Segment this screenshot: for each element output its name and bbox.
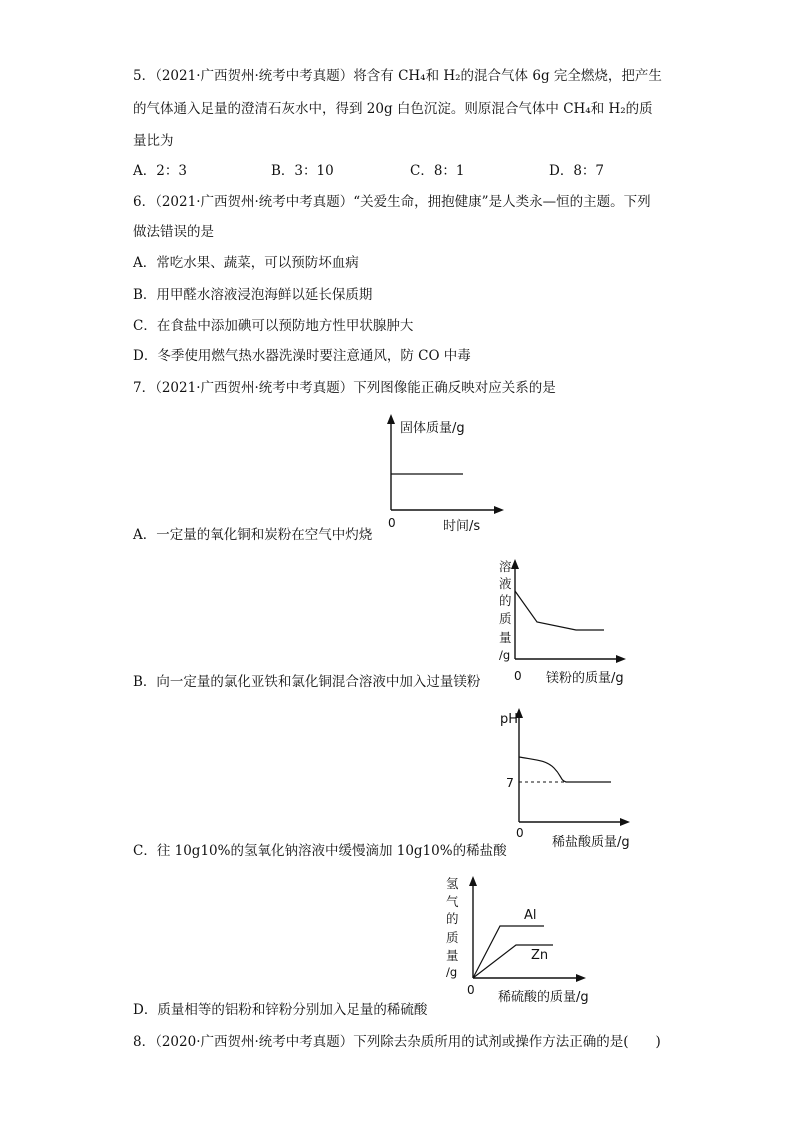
q5-option-d: D．8：7 [549,163,605,179]
q7-stem: 7．（2021·广西贺州·统考中考真题）下列图像能正确反映对应关系的是 [133,380,556,396]
q7-option-b: B．向一定量的氯化亚铁和氯化铜混合溶液中加入过量镁粉 [133,674,481,690]
graph-c-origin: 0 [516,826,524,840]
graph-d-ylabel-1: 氢 [446,876,459,891]
graph-d-ylabel-2: 气 [446,894,459,909]
q5-line-1: 5．（2021·广西贺州·统考中考真题）将含有 CH₄和 H₂的混合气体 6g 完全燃烧，把产生 [133,68,662,84]
graph-d-ylabel-6: /g [446,965,458,979]
graph-b-ylabel-5: 量 [499,630,512,645]
graph-c-ref-label: 7 [506,775,514,790]
graph-a-ylabel: 固体质量/g [400,421,465,436]
q6-option-b: B．用甲醛水溶液浸泡海鲜以延长保质期 [133,287,373,303]
graph-c-ylabel: pH [500,712,519,727]
q7-option-c: C．往 10g10%的氢氧化钠溶液中缓慢滴加 10g10%的稀盐酸 [133,843,507,859]
graph-a-origin: 0 [388,516,396,530]
graph-b [490,553,640,688]
q6-option-a: A．常吃水果、蔬菜，可以预防坏血病 [133,255,359,271]
graph-a-x-arrow [494,506,504,514]
graph-b-ylabel-3: 的 [499,593,512,608]
graph-c-x-arrow [620,818,630,826]
q6-option-d: D．冬季使用燃气热水器洗澡时要注意通风，防 CO 中毒 [133,348,471,364]
q5-option-c: C．8：1 [410,163,465,179]
graph-c-xlabel: 稀盐酸质量/g [552,835,630,850]
graph-b-xlabel: 镁粉的质量/g [546,671,624,686]
q6-line-1: 6．（2021·广西贺州·统考中考真题）“关爱生命，拥抱健康”是人类永—恒的主题。下列 [133,194,651,210]
q5-option-a: A．2：3 [133,163,187,179]
q8-stem: 8．（2020·广西贺州·统考中考真题）下列除去杂质所用的试剂或操作方法正确的是( ) [133,1034,661,1050]
q5-line-2: 的气体通入足量的澄清石灰水中，得到 20g 白色沉淀。则原混合气体中 CH₄和 H₂的质 [133,101,653,117]
graph-d-label-al: Al [524,908,537,923]
q6-option-c: C．在食盐中添加碘可以预防地方性甲状腺肿大 [133,318,414,334]
graph-d [440,870,615,1005]
graph-c-curve [519,757,611,782]
graph-d-label-zn: Zn [531,948,549,963]
graph-a-y-arrow [387,414,395,424]
graph-d-ylabel-4: 质 [446,930,459,945]
graph-b-ylabel-1: 溶 [499,559,512,574]
graph-d-x-arrow [576,974,586,982]
q6-line-2: 做法错误的是 [133,224,214,240]
graph-b-ylabel-2: 液 [499,576,512,591]
q7-option-a: A．一定量的氧化铜和炭粉在空气中灼烧 [133,527,373,543]
graph-b-y-arrow [511,559,519,569]
graph-d-ylabel-3: 的 [446,911,459,926]
graph-b-ylabel-4: 质 [499,611,512,626]
graph-c [494,702,644,852]
graph-a-xlabel: 时间/s [443,519,481,534]
graph-d-ylabel-5: 量 [446,948,459,963]
graph-a [370,410,510,535]
graph-d-y-arrow [469,876,477,886]
graph-d-xlabel: 稀硫酸的质量/g [498,990,589,1005]
graph-b-ylabel-6: /g [499,648,511,662]
q5-line-3: 量比为 [133,133,174,149]
q7-option-d: D．质量相等的铝粉和锌粉分别加入足量的稀硫酸 [133,1002,428,1018]
graph-d-origin: 0 [467,983,475,997]
graph-b-curve [515,591,604,630]
graph-b-origin: 0 [514,669,522,683]
q5-option-b: B．3：10 [271,163,334,179]
graph-b-x-arrow [616,655,626,663]
